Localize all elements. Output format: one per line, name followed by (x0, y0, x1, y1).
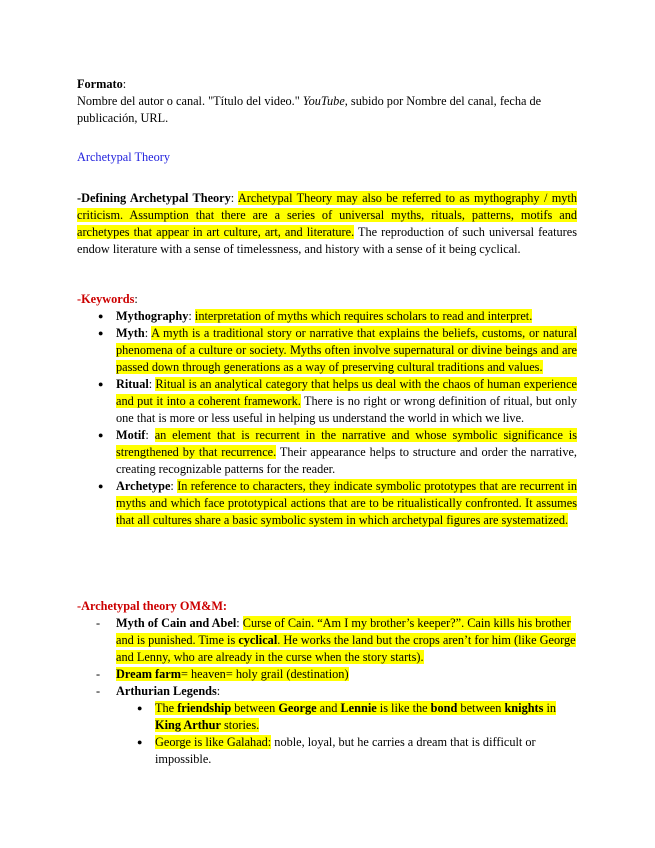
omm-heading: -Archetypal theory OM&M: (77, 599, 228, 613)
arthurian-sublist (77, 700, 577, 768)
archetypal-theory-heading: Archetypal Theory (77, 150, 170, 164)
keyword-item-archetype: ● Archetype: In reference to characters, they indicate symbolic prototypes that are recurrent in myths and which face prototypical actions that are to be ritualistically confronted. It assumes that all cultures share a basic symbolic system in which archetypal figures are systematized. (77, 478, 577, 529)
defining-highlight: Archetypal Theory may also be referred to as mythography / myth criticism. Assumption that there are a series of universal myths, rituals, patterns, motifs and archetypes that appear in art culture, art, and literature. (77, 191, 578, 239)
formato-text: Nombre del autor o canal. "Título del video." YouTube, subido por Nombre del canal, fecha de publicación, URL. (77, 94, 542, 125)
keywords-heading-line: -Keywords: (77, 292, 138, 306)
keyword-item-ritual: ● Ritual: Ritual is an analytical category that helps us deal with the chaos of human experience and put it into a coherent framework. There is no right or wrong definition of ritual, but only one that is more or less useful in helping us understand the world in which we live. (77, 376, 577, 427)
defining-paragraph: -Defining Archetypal Theory: Archetypal Theory may also be referred to as mythography / myth criticism. Assumption that there are a series of universal myths, rituals, patterns, motifs and archetypes that appear in art culture, art, and literature. The reproduction of such universal features endow literature with a sense of timelessness, and history with a sense of it being cyclical. (77, 191, 578, 256)
keywords-heading: -Keywords (77, 292, 135, 306)
keyword-item-motif: ● Motif: an element that is recurrent in the narrative and whose symbolic significance is strengthened by that recurrence. Their appearance helps to structure and order the narrative, creating recognizable patterns for the reader. (77, 427, 577, 478)
keyword-item-myth: ● Myth: A myth is a traditional story or narrative that explains the beliefs, customs, or natural phenomena of a culture or society. Myths often involve supernatural or divine beings and are passed down through generations as a way of preserving cultural traditions and values. (77, 325, 577, 376)
defining-label: -Defining Archetypal Theory (77, 191, 231, 205)
defining-rest: The reproduction of such universal features endow literature with a sense of timelessness, and history with a sense of it being cyclical. (77, 225, 577, 256)
formato-section (77, 76, 577, 127)
arthurian-item-galahad: ● George is like Galahad: noble, loyal, but he carries a dream that is difficult or impossible. (77, 734, 577, 768)
keywords-list (77, 308, 577, 529)
keywords-section (77, 291, 577, 529)
omm-item-arthurian: - Arthurian Legends: (96, 684, 221, 698)
formato-label-line: Formato: (77, 77, 127, 91)
omm-item-dream-farm: - Dream farm= heaven= holy grail (destination) (96, 667, 349, 681)
arthurian-item-friendship: ● The friendship between George and Lennie is like the bond between knights in King Arthur stories. (77, 700, 577, 734)
omm-list (77, 615, 577, 700)
omm-item-cain-abel: - Myth of Cain and Abel: Curse of Cain. “Am I my brother’s keeper?”. Cain kills his brother and is punished. Time is cyclical. He works the land but the crops aren’t for him (like George and Lenny, who are already in the curse when the story starts). (96, 616, 576, 664)
keyword-item-mythography: ● Mythography: interpretation of myths which requires scholars to read and interpret. (77, 308, 577, 325)
youtube-italic: YouTube (302, 94, 345, 108)
formato-label: Formato (77, 77, 123, 91)
omm-section (77, 598, 577, 768)
